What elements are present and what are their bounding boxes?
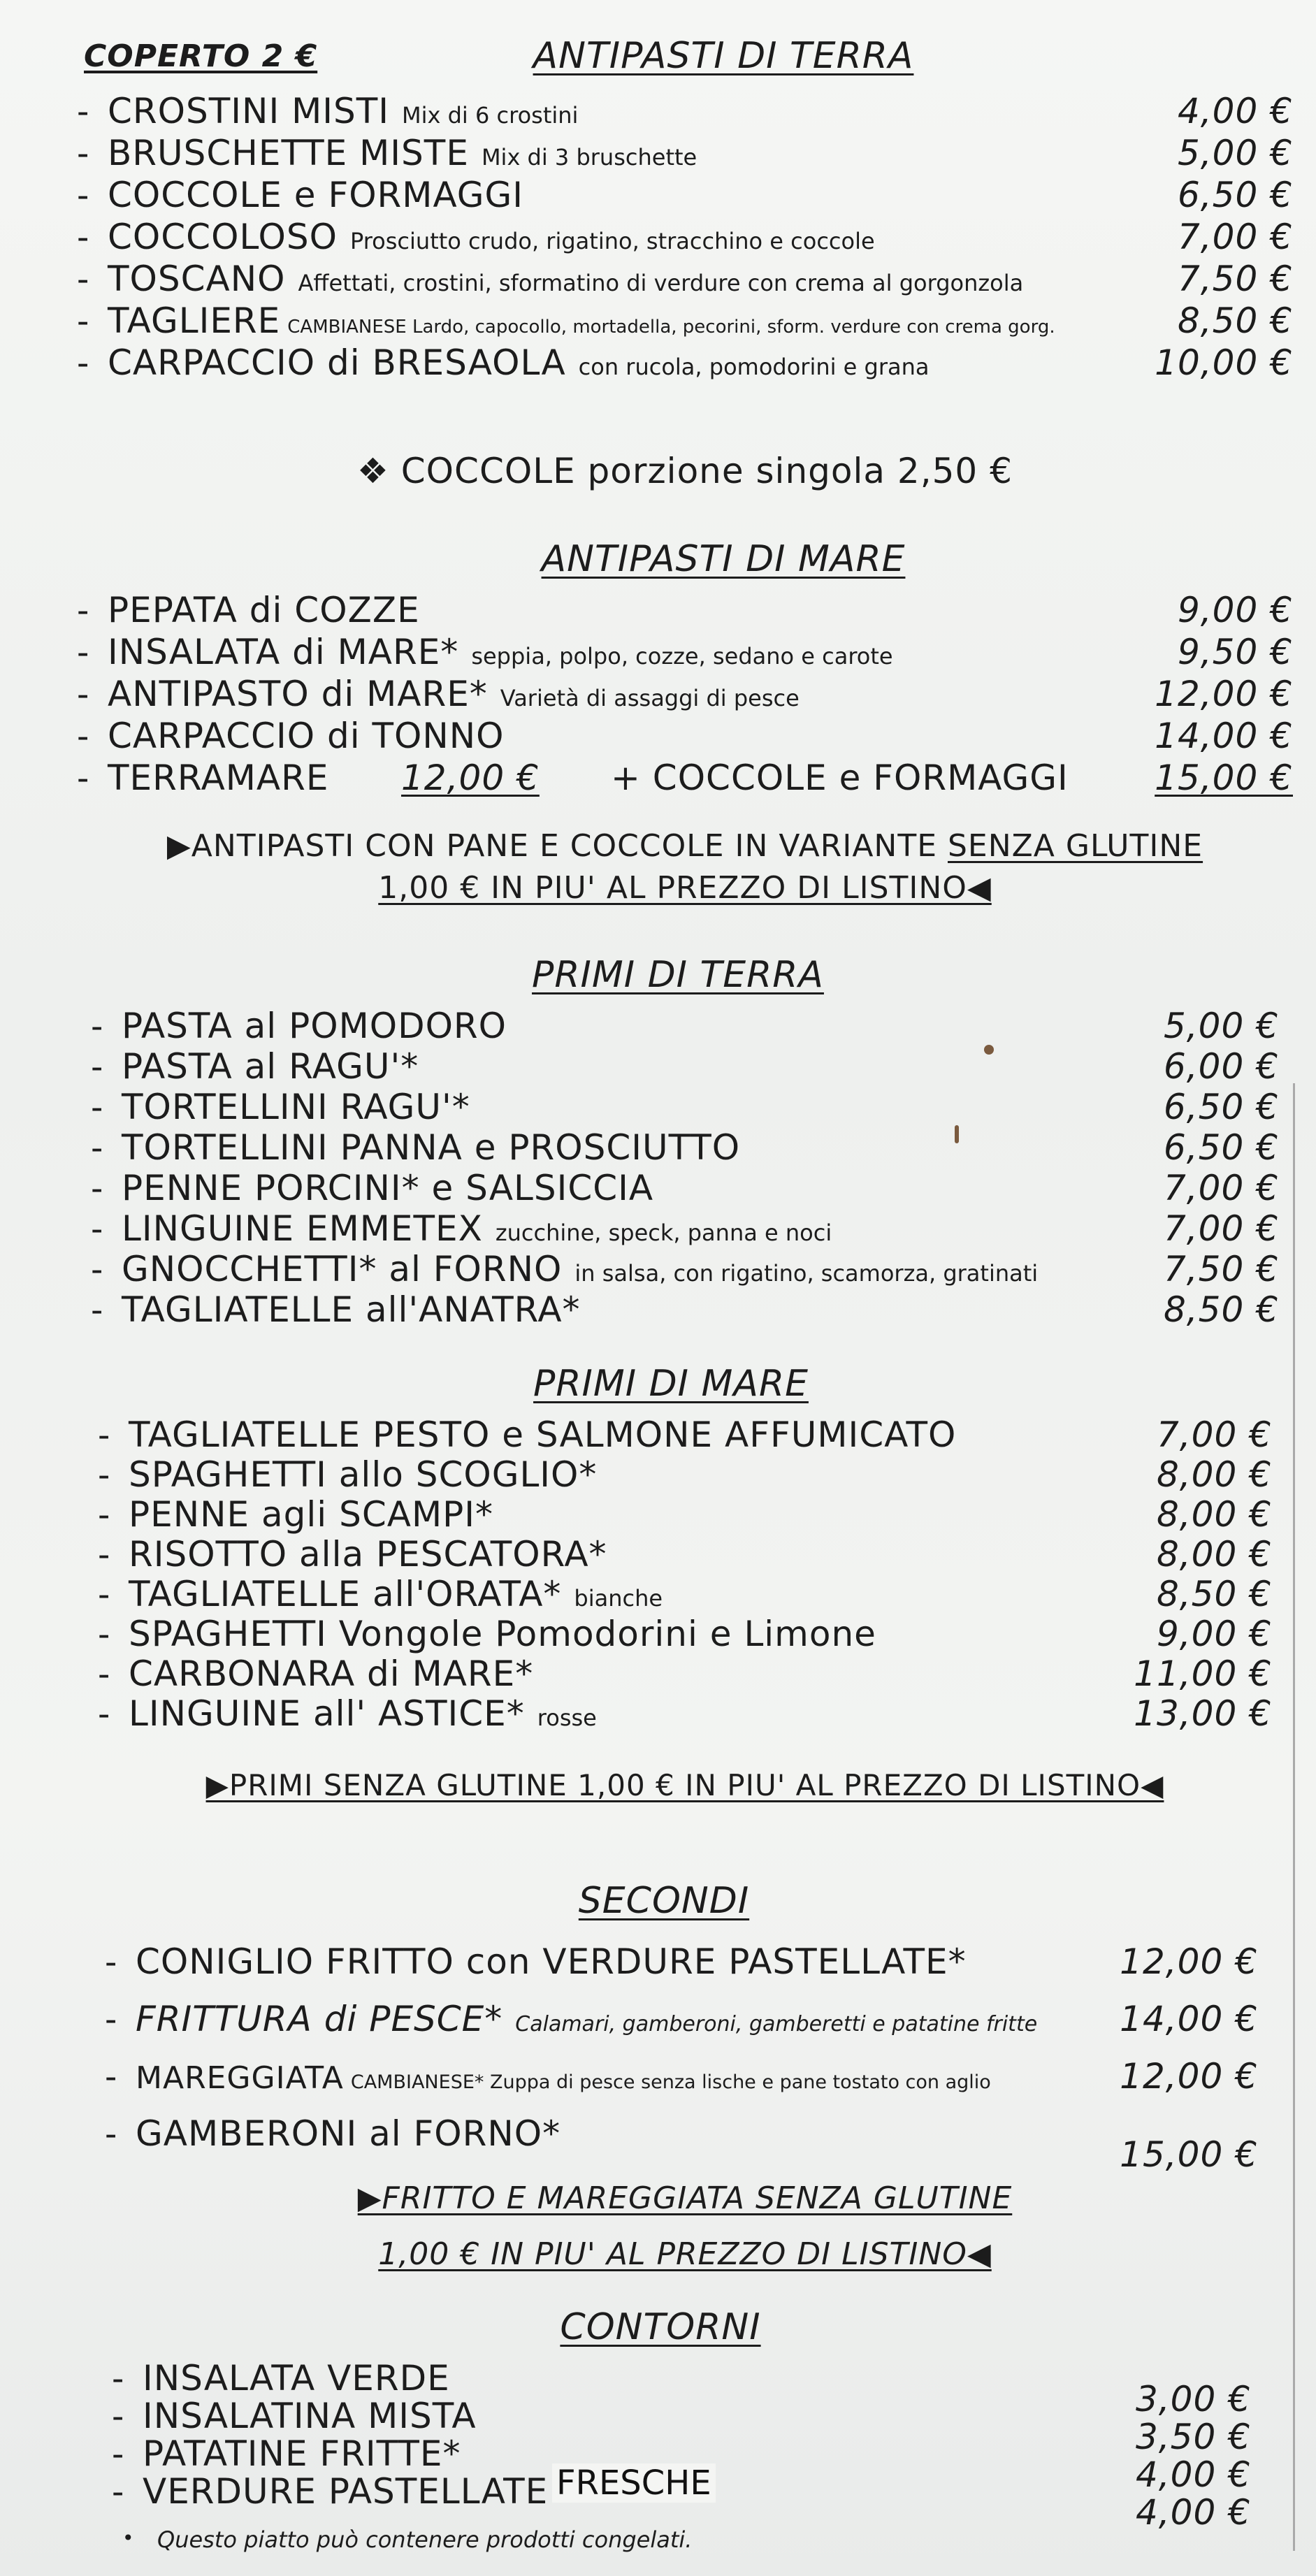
item-name: TAGLIATELLE all'ORATA* xyxy=(129,1574,562,1614)
menu-item: - PENNE PORCINI* e SALSICCIA 7,00 € xyxy=(91,1168,1279,1208)
item-name: COCCOLE e FORMAGGI xyxy=(108,175,524,215)
section-primi-mare xyxy=(77,1363,1293,1733)
menu-item: - LINGUINE EMMETEX zucchine, speck, panna e noci 7,00 € xyxy=(91,1208,1279,1249)
menu-item: - TORTELLINI RAGU'* 6,50 € xyxy=(91,1087,1279,1127)
item-desc: bianche xyxy=(574,1585,663,1612)
item-price: 7,50 € xyxy=(1177,259,1293,299)
item-price: 8,00 € xyxy=(1156,1454,1272,1495)
menu-item: - GNOCCHETTI* al FORNO in salsa, con rigatino, scamorza, gratinati 7,50 € xyxy=(91,1249,1279,1289)
menu-item: - TAGLIATELLE PESTO e SALMONE AFFUMICATO 7,00 € xyxy=(98,1414,1272,1455)
item-desc: Affettati, crostini, sformatino di verdure con crema al gorgonzola xyxy=(298,270,1024,296)
item-name: PATATINE FRITTE* xyxy=(143,2433,461,2474)
fresche-label: FRESCHE xyxy=(552,2463,716,2503)
menu-item: - PASTA al POMODORO 5,00 € xyxy=(91,1006,1279,1046)
item-name: GAMBERONI al FORNO* xyxy=(136,2113,561,2154)
item-name: ANTIPASTO di MARE* xyxy=(108,674,488,714)
menu-item: - GAMBERONI al FORNO* 15,00 € xyxy=(105,2113,1258,2175)
frozen-footnote xyxy=(122,2526,693,2553)
section-antipasti-terra xyxy=(77,35,1293,384)
item-name: CARPACCIO di TONNO xyxy=(108,716,505,756)
item-price: 7,50 € xyxy=(1163,1249,1279,1289)
menu-item: - INSALATA di MARE* seppia, polpo, cozze, sedano e carote 9,50 € xyxy=(77,632,1293,672)
item-name: SPAGHETTI allo SCOGLIO* xyxy=(129,1454,598,1495)
item-name: INSALATINA MISTA xyxy=(143,2396,477,2436)
stain-mark xyxy=(955,1125,959,1143)
item-price: 9,00 € xyxy=(1177,590,1293,630)
coccole-single-portion: ❖ COCCOLE porzione singola 2,50 € xyxy=(357,451,1013,491)
footnote-bullet: • xyxy=(122,2526,134,2549)
item-name: PASTA al POMODORO xyxy=(122,1006,507,1046)
gluten-note-secondi xyxy=(77,2180,1293,2278)
coperto-charge: COPERTO 2 € xyxy=(84,38,318,74)
gluten-note-primi xyxy=(77,1768,1293,1810)
item-desc: CAMBIANESE Lardo, capocollo, mortadella, pecorini, sform. verdure con crema gorg. xyxy=(287,317,1055,338)
menu-item: - PATATINE FRITTE* 4,00 € xyxy=(112,2433,1251,2495)
gluten-note-underlined: SENZA GLUTINE xyxy=(948,828,1203,864)
item-name: TAGLIERE xyxy=(108,301,281,341)
terramare-plus: + COCCOLE e FORMAGGI xyxy=(611,758,1069,798)
item-name: PENNE PORCINI* e SALSICCIA xyxy=(122,1168,654,1208)
section-primi-terra xyxy=(77,954,1293,1330)
section-secondi xyxy=(77,1880,1293,2175)
menu-item: - RISOTTO alla PESCATORA* 8,00 € xyxy=(98,1534,1272,1575)
item-price: 4,00 € xyxy=(1177,91,1293,131)
gluten-note-line2: 1,00 € IN PIU' AL PREZZO DI LISTINO◀ xyxy=(378,2236,992,2272)
menu-item: - SPAGHETTI allo SCOGLIO* 8,00 € xyxy=(98,1454,1272,1495)
menu-item: - INSALATA VERDE 3,00 € xyxy=(112,2358,1251,2419)
item-price: 7,00 € xyxy=(1156,1414,1272,1455)
item-price: 13,00 € xyxy=(1134,1693,1272,1734)
item-price: 3,50 € xyxy=(1135,2417,1251,2457)
item-name: TORTELLINI PANNA e PROSCIUTTO xyxy=(122,1127,741,1168)
menu-item: - CONIGLIO FRITTO con VERDURE PASTELLATE* 12,00 € xyxy=(105,1941,1258,1982)
gluten-note-text: ▶PRIMI SENZA GLUTINE 1,00 € IN PIU' AL PREZZO DI LISTINO◀ xyxy=(205,1768,1164,1802)
menu-item: - VERDURE PASTELLATE 4,00 € xyxy=(112,2471,1251,2533)
item-price: 5,00 € xyxy=(1163,1006,1279,1046)
menu-item: - TOSCANO Affettati, crostini, sformatino di verdure con crema al gorgonzola 7,50 € xyxy=(77,259,1293,299)
menu-item: - TAGLIATELLE all'ANATRA* 8,50 € xyxy=(91,1289,1279,1330)
item-name: FRITTURA di PESCE* xyxy=(136,1999,503,2039)
adjacent-page-edge xyxy=(1293,1083,1316,2551)
section-title: SECONDI xyxy=(578,1880,750,1922)
footnote-text: Questo piatto può contenere prodotti congelati. xyxy=(157,2526,693,2553)
menu-item: - LINGUINE all' ASTICE* rosse 13,00 € xyxy=(98,1693,1272,1734)
item-price: 15,00 € xyxy=(1120,2134,1258,2175)
item-name: COCCOLOSO xyxy=(108,217,338,257)
menu-item: - CARBONARA di MARE* 11,00 € xyxy=(98,1654,1272,1694)
gluten-note-antipasti xyxy=(77,828,1293,912)
item-price: 8,50 € xyxy=(1156,1574,1272,1614)
item-name: GNOCCHETTI* al FORNO xyxy=(122,1249,563,1289)
gluten-note-line2: 1,00 € IN PIU' AL PREZZO DI LISTINO◀ xyxy=(378,870,992,906)
item-name: SPAGHETTI Vongole Pomodorini e Limone xyxy=(129,1614,876,1654)
item-desc: Prosciutto crudo, rigatino, stracchino e coccole xyxy=(349,228,875,254)
item-price: 12,00 € xyxy=(1120,2056,1258,2097)
section-antipasti-mare xyxy=(77,538,1293,799)
item-name: TAGLIATELLE all'ANATRA* xyxy=(122,1289,581,1330)
menu-item: - COCCOLE e FORMAGGI 6,50 € xyxy=(77,175,1293,215)
item-desc: in salsa, con rigatino, scamorza, gratinati xyxy=(574,1260,1039,1287)
menu-item: - CARPACCIO di TONNO 14,00 € xyxy=(77,716,1293,756)
gluten-note-line1: ▶FRITTO E MAREGGIATA SENZA GLUTINE xyxy=(357,2180,1013,2216)
item-name: CARPACCIO di BRESAOLA xyxy=(108,342,566,383)
item-name: MAREGGIATA xyxy=(136,2060,344,2096)
item-price: 11,00 € xyxy=(1134,1654,1272,1694)
item-price: 6,50 € xyxy=(1163,1087,1279,1127)
item-price: 10,00 € xyxy=(1155,342,1293,383)
item-price: 8,00 € xyxy=(1156,1494,1272,1535)
item-desc: Mix di 6 crostini xyxy=(402,102,579,129)
menu-item: - PEPATA di COZZE 9,00 € xyxy=(77,590,1293,630)
item-price: 14,00 € xyxy=(1155,716,1293,756)
item-name: LINGUINE all' ASTICE* xyxy=(129,1693,525,1734)
gluten-note-text: ▶ANTIPASTI CON PANE E COCCOLE IN VARIANTE xyxy=(166,828,948,864)
item-price: 6,00 € xyxy=(1163,1046,1279,1087)
item-name: CROSTINI MISTI xyxy=(108,91,389,131)
item-price: 12,00 € xyxy=(1155,674,1293,714)
item-name: TERRAMARE xyxy=(108,758,329,798)
item-desc: CAMBIANESE* Zuppa di pesce senza lische e pane tostato con aglio xyxy=(350,2071,991,2093)
menu-item: - ANTIPASTO di MARE* Varietà di assaggi di pesce 12,00 € xyxy=(77,674,1293,714)
item-price: 7,00 € xyxy=(1163,1208,1279,1249)
section-title: CONTORNI xyxy=(560,2306,761,2348)
item-name: PENNE agli SCAMPI* xyxy=(129,1494,493,1535)
terramare-combo-price: 15,00 € xyxy=(1155,758,1293,798)
item-price: 12,00 € xyxy=(1120,1941,1258,1982)
item-desc: Calamari, gamberoni, gamberetti e patatine fritte xyxy=(515,2012,1038,2036)
menu-item: - CROSTINI MISTI Mix di 6 crostini 4,00 € xyxy=(77,91,1293,131)
item-price: 9,50 € xyxy=(1177,632,1293,672)
item-name: RISOTTO alla PESCATORA* xyxy=(129,1534,607,1575)
section-title: ANTIPASTI DI MARE xyxy=(541,538,906,580)
item-desc: zucchine, speck, panna e noci xyxy=(495,1220,832,1246)
item-name: PASTA al RAGU'* xyxy=(122,1046,419,1087)
menu-item: - PENNE agli SCAMPI* 8,00 € xyxy=(98,1494,1272,1535)
item-price: 7,00 € xyxy=(1163,1168,1279,1208)
item-price: 3,00 € xyxy=(1135,2379,1251,2419)
item-desc: Varietà di assaggi di pesce xyxy=(500,685,800,711)
item-price: 4,00 € xyxy=(1135,2492,1251,2533)
item-price: 8,00 € xyxy=(1156,1534,1272,1575)
item-desc: con rucola, pomodorini e grana xyxy=(578,354,930,380)
item-name: TOSCANO xyxy=(108,259,286,299)
item-desc: Mix di 3 bruschette xyxy=(481,144,697,171)
item-name: PEPATA di COZZE xyxy=(108,590,420,630)
item-price: 7,00 € xyxy=(1177,217,1293,257)
menu-item: - COCCOLOSO Prosciutto crudo, rigatino, stracchino e coccole 7,00 € xyxy=(77,217,1293,257)
item-price: 6,50 € xyxy=(1163,1127,1279,1168)
menu-item: - TAGLIATELLE all'ORATA* bianche 8,50 € xyxy=(98,1574,1272,1614)
section-title: PRIMI DI TERRA xyxy=(532,954,824,996)
item-name: TAGLIATELLE PESTO e SALMONE AFFUMICATO xyxy=(129,1414,957,1455)
item-desc: seppia, polpo, cozze, sedano e carote xyxy=(471,643,893,670)
section-title: ANTIPASTI DI TERRA xyxy=(533,35,914,77)
item-name: INSALATA di MARE* xyxy=(108,632,459,672)
menu-item: - PASTA al RAGU'* 6,00 € xyxy=(91,1046,1279,1087)
item-name: CONIGLIO FRITTO con VERDURE PASTELLATE* xyxy=(136,1941,967,1982)
item-price: 6,50 € xyxy=(1177,175,1293,215)
menu-item-terramare: - TERRAMARE 12,00 € + COCCOLE e FORMAGGI 15,00 € xyxy=(77,758,1293,798)
menu-item: - BRUSCHETTE MISTE Mix di 3 bruschette 5,00 € xyxy=(77,133,1293,173)
terramare-price: 12,00 € xyxy=(401,758,540,798)
menu-item: - TAGLIERE CAMBIANESE Lardo, capocollo, mortadella, pecorini, sform. verdure con crema gorg. 8,50 € xyxy=(77,301,1293,341)
item-name: LINGUINE EMMETEX xyxy=(122,1208,483,1249)
menu-item: - TORTELLINI PANNA e PROSCIUTTO 6,50 € xyxy=(91,1127,1279,1168)
item-price: 8,50 € xyxy=(1177,301,1293,341)
item-price: 4,00 € xyxy=(1135,2454,1251,2495)
menu-item: - FRITTURA di PESCE* Calamari, gamberoni, gamberetti e patatine fritte 14,00 € xyxy=(105,1999,1258,2039)
menu-item: - INSALATINA MISTA 3,50 € xyxy=(112,2396,1251,2457)
item-name: BRUSCHETTE MISTE xyxy=(108,133,469,173)
menu-item: - SPAGHETTI Vongole Pomodorini e Limone 9,00 € xyxy=(98,1614,1272,1654)
item-name: INSALATA VERDE xyxy=(143,2358,450,2398)
item-name: VERDURE PASTELLATE xyxy=(143,2471,549,2512)
item-price: 9,00 € xyxy=(1156,1614,1272,1654)
section-title: PRIMI DI MARE xyxy=(533,1363,809,1405)
item-price: 8,50 € xyxy=(1163,1289,1279,1330)
stain-dot xyxy=(984,1045,994,1055)
item-name: CARBONARA di MARE* xyxy=(129,1654,534,1694)
item-desc: rosse xyxy=(537,1705,597,1731)
item-name: TORTELLINI RAGU'* xyxy=(122,1087,470,1127)
item-price: 5,00 € xyxy=(1177,133,1293,173)
item-price: 14,00 € xyxy=(1120,1999,1258,2039)
menu-item: - CARPACCIO di BRESAOLA con rucola, pomodorini e grana 10,00 € xyxy=(77,342,1293,383)
menu-item: - MAREGGIATA CAMBIANESE* Zuppa di pesce senza lische e pane tostato con aglio 12,00 € xyxy=(105,2056,1258,2097)
